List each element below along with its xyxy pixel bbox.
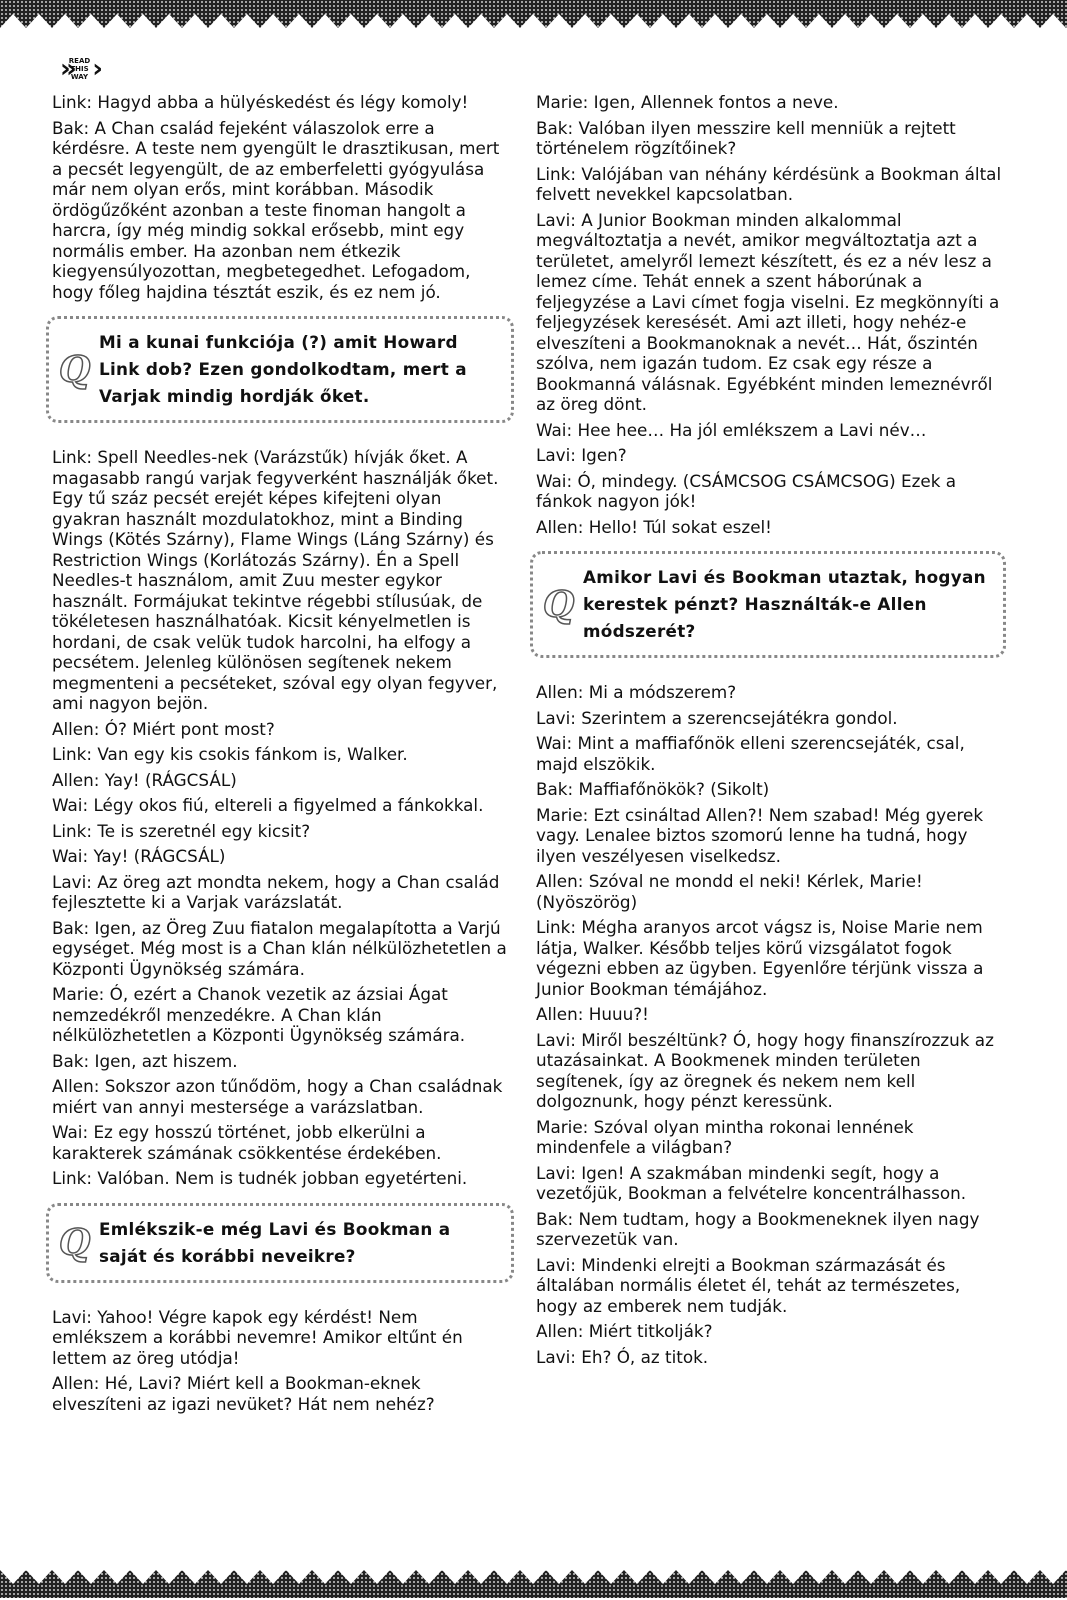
question-box-money — [530, 551, 1006, 658]
dialogue-line: Lavi: Az öreg azt mondta nekem, hogy a Chan család fejlesztette ki a Varjak varázslatát. — [52, 871, 500, 912]
dialogue-block-1 — [52, 92, 514, 302]
dialogue-line: Link: Hagyd abba a hülyéskedést és légy komoly! — [52, 92, 469, 112]
right-column — [536, 92, 1006, 1372]
question-mark-icon: Q — [543, 583, 575, 626]
dialogue-line: Marie: Ezt csináltad Allen?! Nem szabad! Még gyerek vagy. Lenalee biztos szomorú lenne ha tudná, hogy ilyen veszélyesen viselkedsz. — [536, 804, 984, 866]
dialogue-line: Bak: Igen, azt hiszem. — [52, 1050, 238, 1071]
dialogue-line: Bak: A Chan család fejeként válaszolok erre a kérdésre. A teste nem gyengült le drasztikusan, mert a pecsét legyengült, de az emberfeletti gyógyulása már nem olyan erős, mint korábban. Második ördögűzőként azonban a teste finoman hangolt a harcra, így még mindig sokkal erősebb, mint egy normális ember. Ha azonban nem étkezik kiegyensúlyozottan, megbetegedhet. Lefogadom, hogy főleg hajdina tésztát eszik, és ez nem jó. — [52, 117, 500, 302]
question-text: Amikor Lavi és Bookman utaztak, hogyan kerestek pénzt? Használták-e Allen módszerét? — [583, 567, 986, 641]
dialogue-line: Wai: Mint a maffiafőnök elleni szerencsejáték, csal, majd elszökik. — [536, 733, 965, 774]
dialogue-line: Wai: Ó, mindegy. (CSÁMCSOG CSÁMCSOG) Ezek a fánkok nagyon jók! — [536, 470, 957, 511]
dialogue-line: Lavi: Mindenki elrejti a Bookman származását és általában normális életet él, tehát az természetes, hogy az emberek nem tudják. — [536, 1254, 961, 1316]
bottom-zigzag-border — [0, 1548, 1067, 1598]
dialogue-line: Allen: Ó? Miért pont most? — [52, 718, 275, 739]
dialogue-line: Wai: Hee hee… Ha jól emlékszem a Lavi név… — [536, 419, 927, 440]
dialogue-line: Allen: Hé, Lavi? Miért kell a Bookman-eknek elveszíteni az igazi nevüket? Hát nem nehéz? — [52, 1373, 435, 1414]
dialogue-line: Bak: Igen, az Öreg Zuu fiatalon megalapította a Varjú egységet. Még most is a Chan klán nélkülözhetetlen a Központi Ügynökség számára. — [52, 917, 507, 979]
dialogue-line: Lavi: Yahoo! Végre kapok egy kérdést! Nem emlékszem a korábbi nevemre! Amikor eltűnt én lettem az öreg utódja! — [52, 1306, 463, 1368]
dialogue-line: Link: Spell Needles-nek (Varázstűk) hívják őket. A magasabb rangú varjak fegyverként használják őket. Egy tű száz pecsét erejét képes kifejteni olyan gyakran használt mozdulatokhoz, mint a Binding Wings (Kötés Szárny), Flame Wings (Láng Szárny) és Restriction Wings (Korlátozás Szárny). Én a Spell Needles-t használom, amit Zuu mester egykor használt. Formájukat tekintve régebbi stílusúak, de tökéletesen használhatóak. Kicsit kényelmetlen is hordani, de csak velük tudok harcolni, ha elfogy a pecsétem. Jelenleg különösen segítenek nekem megmenteni a pecséteket, szóval egy olyan fegyver, ami nagyon bejön. — [52, 447, 499, 713]
question-text: Mi a kunai funkciója (?) amit Howard Link dob? Ezen gondolkodtam, mert a Varjak mindig hordják őket. — [99, 332, 467, 406]
dialogue-line: Link: Valójában van néhány kérdésünk a Bookman által felvett nevekkel kapcsolatban. — [536, 163, 1002, 204]
question-box-names — [46, 1203, 514, 1283]
left-column — [52, 92, 514, 1419]
dialogue-line: Lavi: Igen! A szakmában mindenki segít, hogy a vezetőjük, Bookman a felvételre koncentrálhasson. — [536, 1162, 967, 1203]
dialogue-line: Link: Te is szeretnél egy kicsit? — [52, 820, 311, 841]
double-chevron-right-icon: » — [60, 54, 67, 84]
dialogue-line: Allen: Huuu?! — [536, 1004, 649, 1024]
dialogue-line: Lavi: Miről beszéltünk? Ó, hogy hogy finanszírozzuk az utazásainkat. A Bookmenek minden területen segítenek, így az öregnek és nekem nem kell dolgoznunk, hogy pénzt keressünk. — [536, 1029, 994, 1111]
dialogue-line: Lavi: Eh? Ó, az titok. — [536, 1346, 709, 1367]
dialogue-block-5 — [536, 682, 1006, 1367]
dialogue-line: Wai: Yay! (RÁGCSÁL) — [52, 846, 226, 866]
dialogue-line: Link: Mégha aranyos arcot vágsz is, Noise Marie nem látja, Walker. Később teljes körű vizsgálatot fogok végezni ebben az ügyben. Egyenlőre térjünk vissza a Junior Bookman témájához. — [536, 917, 984, 999]
dialogue-line: Bak: Nem tudtam, hogy a Bookmeneknek ilyen nagy szervezetük van. — [536, 1208, 980, 1249]
question-mark-icon: Q — [59, 1221, 91, 1264]
dialogue-line: Allen: Miért titkolják? — [536, 1321, 713, 1341]
chevron-right-icon: › — [92, 54, 93, 84]
dialogue-line: Lavi: Szerintem a szerencsejátékra gondol. — [536, 707, 898, 728]
dialogue-block-3 — [52, 1307, 514, 1415]
top-zigzag-border — [0, 0, 1067, 50]
dialogue-block-4 — [536, 92, 1006, 537]
dialogue-line: Allen: Szóval ne mondd el neki! Kérlek, Marie! (Nyöszörög) — [536, 871, 923, 912]
read-this-way-label: READ THIS WAY — [68, 57, 91, 81]
question-box-kunai — [46, 316, 514, 423]
dialogue-block-2 — [52, 447, 514, 1189]
dialogue-line: Link: Valóban. Nem is tudnék jobban egyetérteni. — [52, 1168, 468, 1188]
dialogue-line: Bak: Valóban ilyen messzire kell menniük a rejtett történelem rögzítőinek? — [536, 117, 956, 158]
dialogue-line: Allen: Hello! Túl sokat eszel! — [536, 516, 772, 537]
dialogue-line: Wai: Légy okos fiú, eltereli a figyelmed a fánkokkal. — [52, 795, 484, 815]
dialogue-line: Wai: Ez egy hosszú történet, jobb elkerülni a karakterek számának csökkentése érdekében. — [52, 1122, 442, 1163]
dialogue-line: Allen: Yay! (RÁGCSÁL) — [52, 769, 237, 790]
dialogue-line: Lavi: A Junior Bookman minden alkalommal megváltoztatja a nevét, amikor megváltoztatja azt a területet, amelyről lemezt készített, és ez a név lesz a lemez címe. Tehát ennek a szent háborúnak a feljegyzése a Lavi címet fogja viselni. Ez megkönnyíti a feljegyzések keresését. Ami azt illeti, hogy nehéz-e elveszíteni a Bookmanoknak a nevét… Hát, őszintén szólva, nem igazán tudom. Ez csak egy része a Bookmanná válásnak. Egyébként minden lemeznévről az öreg dönt. — [536, 209, 1000, 414]
dialogue-line: Link: Van egy kis csokis fánkom is, Walker. — [52, 744, 408, 764]
question-text: Emlékszik-e még Lavi és Bookman a saját és korábbi neveikre? — [99, 1218, 451, 1266]
dialogue-line: Marie: Ó, ezért a Chanok vezetik az ázsiai Ágat nemzedékről menzedékre. A Chan klán nélkülözhetetlen a Központi Ügynökség számára. — [52, 984, 466, 1045]
dialogue-line: Lavi: Igen? — [536, 445, 627, 465]
dialogue-line: Marie: Igen, Allennek fontos a neve. — [536, 92, 839, 112]
read-this-way-badge — [60, 52, 126, 86]
dialogue-line: Marie: Szóval olyan mintha rokonai lennének mindenfele a világban? — [536, 1116, 914, 1157]
dialogue-line: Allen: Sokszor azon tűnődöm, hogy a Chan családnak miért van annyi mestersége a varázslatban. — [52, 1076, 503, 1117]
dialogue-line: Allen: Mi a módszerem? — [536, 682, 737, 702]
question-mark-icon: Q — [59, 348, 91, 391]
dialogue-line: Bak: Maffiafőnökök? (Sikolt) — [536, 779, 770, 799]
